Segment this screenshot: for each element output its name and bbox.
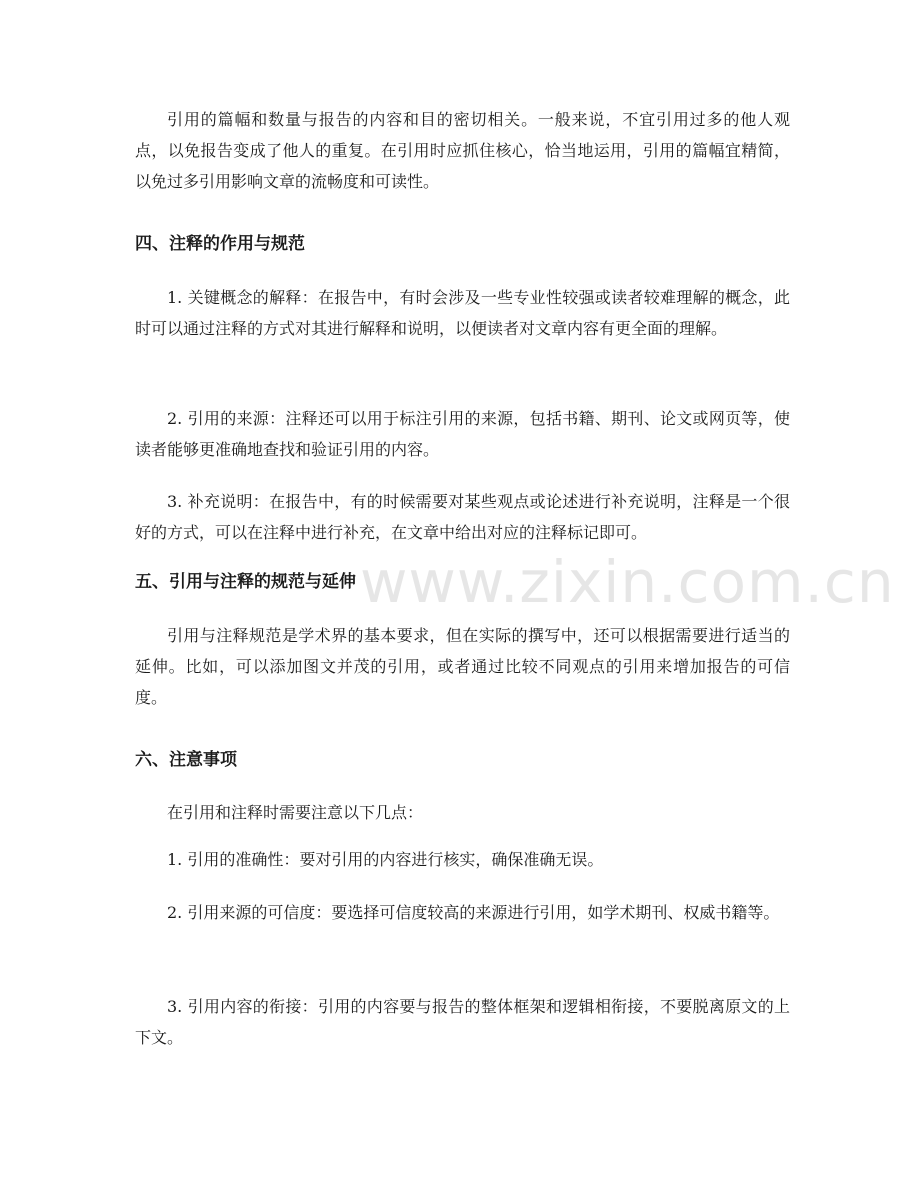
section6-intro — [135, 797, 790, 828]
paragraph-text: 1. 引用的准确性：要对引用的内容进行核实，确保准确无误。 — [167, 850, 604, 869]
paragraph-text: 3. 补充说明：在报告中，有的时候需要对某些观点或论述进行补充说明，注释是一个很好的方式，可以在注释中进行补充，在文章中给出对应的注释标记即可。 — [135, 492, 790, 542]
section6-item-1 — [135, 844, 790, 875]
paragraph-text: 引用的篇幅和数量与报告的内容和目的密切相关。一般来说，不宜引用过多的他人观点，以免报告变成了他人的重复。在引用时应抓住核心，恰当地运用，引用的篇幅宜精简，以免过多引用影响文章的流畅度和可读性。 — [135, 110, 790, 191]
section6-item-2 — [135, 897, 790, 928]
paragraph-text: 2. 引用的来源：注释还可以用于标注引用的来源，包括书籍、期刊、论文或网页等，使读者能够更准确地查找和验证引用的内容。 — [135, 409, 790, 459]
paragraph-text: 引用与注释规范是学术界的基本要求，但在实际的撰写中，还可以根据需要进行适当的延伸。比如，可以添加图文并茂的引用，或者通过比较不同观点的引用来增加报告的可信度。 — [135, 626, 790, 707]
section4-item-1 — [135, 282, 790, 344]
section6-item-3 — [135, 991, 790, 1053]
paragraph-text: 1. 关键概念的解释：在报告中，有时会涉及一些专业性较强或读者较难理解的概念，此时可以通过注释的方式对其进行解释和说明，以便读者对文章内容有更全面的理解。 — [135, 288, 790, 338]
paragraph-text: 在引用和注释时需要注意以下几点： — [167, 803, 424, 822]
section4-item-3 — [135, 486, 790, 548]
paragraph-text: 2. 引用来源的可信度：要选择可信度较高的来源进行引用，如学术期刊、权威书籍等。 — [167, 903, 780, 922]
paragraph-text: 3. 引用内容的衔接：引用的内容要与报告的整体框架和逻辑相衔接，不要脱离原文的上下文。 — [135, 997, 790, 1047]
section-heading-4 — [135, 232, 790, 256]
intro-paragraph — [135, 104, 790, 197]
section-heading-5 — [135, 570, 790, 594]
section5-paragraph — [135, 620, 790, 713]
watermark: www.zixin.com.cn — [360, 548, 895, 616]
heading-text: 四、注释的作用与规范 — [135, 234, 305, 254]
section4-item-2 — [135, 403, 790, 465]
heading-text: 五、引用与注释的规范与延伸 — [135, 572, 356, 592]
section-heading-6 — [135, 748, 790, 772]
heading-text: 六、注意事项 — [135, 750, 237, 770]
